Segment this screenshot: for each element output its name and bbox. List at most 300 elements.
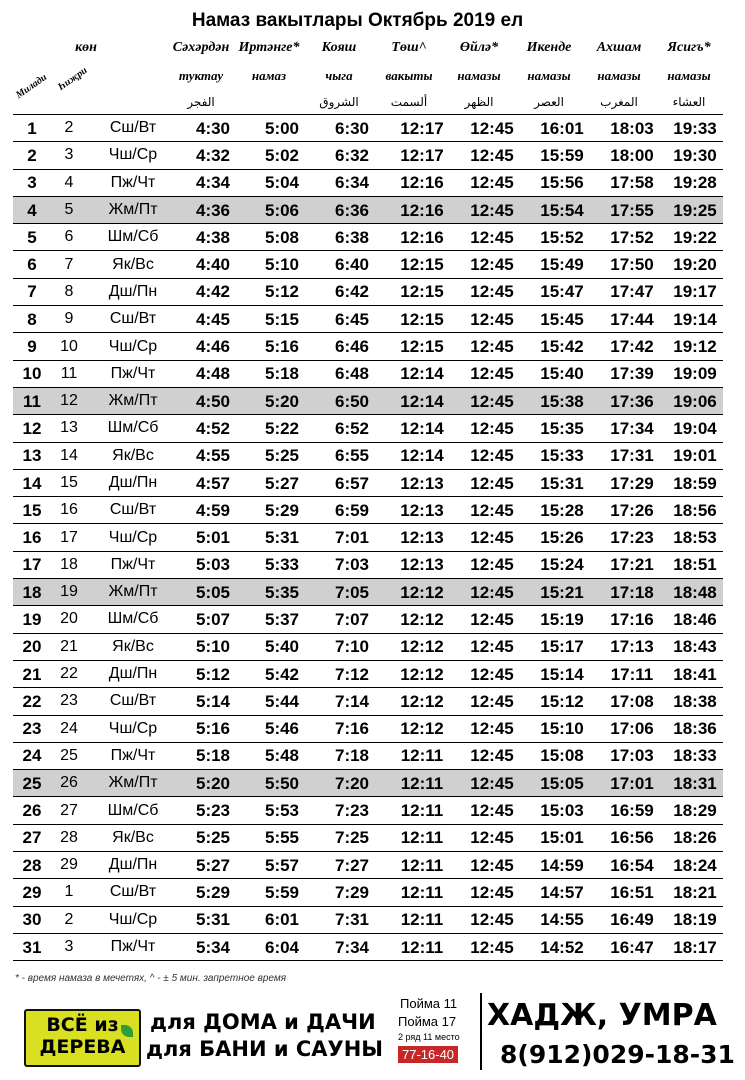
table-cell: 15:52	[527, 224, 597, 251]
table-cell: 7:03	[317, 551, 387, 578]
table-cell: 19:01	[667, 442, 723, 469]
ad-phone-2: 8(912)029-18-31	[500, 1040, 735, 1069]
table-cell: 12:45	[457, 169, 527, 196]
table-cell: 21	[13, 660, 51, 687]
table-cell: 7:01	[317, 524, 387, 551]
table-cell: Пж/Чт	[87, 933, 179, 960]
table-cell: 17:50	[597, 251, 667, 278]
table-cell: 12:11	[387, 770, 457, 797]
table-cell: 5:12	[247, 278, 317, 305]
table-cell: Жм/Пт	[87, 387, 179, 414]
table-cell: 19:06	[667, 387, 723, 414]
table-cell: 18:41	[667, 660, 723, 687]
table-cell: 18:26	[667, 824, 723, 851]
table-cell: 12:45	[457, 688, 527, 715]
table-cell: 7:29	[317, 879, 387, 906]
table-cell: 12:45	[457, 387, 527, 414]
table-row	[13, 196, 723, 223]
table-cell: 15:31	[527, 469, 597, 496]
table-cell: 18:21	[667, 879, 723, 906]
table-cell: 5:16	[179, 715, 247, 742]
table-cell: 18:00	[597, 142, 667, 169]
table-cell: 17:58	[597, 169, 667, 196]
table-cell: 12:45	[457, 142, 527, 169]
footnote: * - время намаза в мечетях, ^ - ± 5 мин. запретное время	[15, 973, 287, 984]
table-cell: 18:36	[667, 715, 723, 742]
table-cell: 12:45	[457, 633, 527, 660]
table-cell: 18:56	[667, 497, 723, 524]
table-cell: 16:54	[597, 852, 667, 879]
table-cell: 19:30	[667, 142, 723, 169]
logo-line1: ВСЁ из	[46, 1014, 119, 1036]
table-cell: 12:13	[387, 469, 457, 496]
table-cell: 11	[13, 387, 51, 414]
table-cell: 4:55	[179, 442, 247, 469]
table-cell: 23	[51, 688, 87, 715]
table-cell: 19:14	[667, 306, 723, 333]
table-cell: 18:24	[667, 852, 723, 879]
table-cell: 30	[13, 906, 51, 933]
table-cell: 12:11	[387, 824, 457, 851]
header-miladi: Милади	[14, 71, 50, 102]
table-cell: Чш/Ср	[87, 906, 179, 933]
ad-divider	[480, 993, 482, 1070]
table-cell: 18:33	[667, 742, 723, 769]
table-cell: 4:30	[179, 115, 247, 142]
table-cell: 4	[51, 169, 87, 196]
table-cell: 20	[13, 633, 51, 660]
column-header-arabic: المغرب	[600, 95, 638, 109]
ad-hajj-title: ХАДЖ, УМРА	[487, 998, 717, 1033]
table-cell: 12:12	[387, 688, 457, 715]
table-cell: 15:33	[527, 442, 597, 469]
table-cell: 6:04	[247, 933, 317, 960]
column-header-arabic: العشاء	[672, 95, 706, 109]
ad-phone-1: 77-16-40	[398, 1046, 458, 1063]
table-cell: 2	[13, 142, 51, 169]
column-header-sub: намаз	[251, 68, 287, 83]
table-cell: 17:18	[597, 579, 667, 606]
table-row	[13, 360, 723, 387]
table-cell: 12:45	[457, 606, 527, 633]
table-row	[13, 933, 723, 960]
table-cell: 12:12	[387, 715, 457, 742]
column-header-title: Кояш	[321, 40, 357, 55]
table-cell: 15:59	[527, 142, 597, 169]
ad-address-3: 2 ряд 11 место	[398, 1032, 460, 1042]
table-cell: 5:40	[247, 633, 317, 660]
table-cell: 26	[13, 797, 51, 824]
ad-slogan-1: для ДОМА и ДАЧИ	[150, 1010, 376, 1034]
table-cell: Шм/Сб	[87, 415, 179, 442]
table-cell: 26	[51, 770, 87, 797]
table-cell: 12:16	[387, 169, 457, 196]
table-cell: 12:45	[457, 497, 527, 524]
table-cell: 28	[51, 824, 87, 851]
table-cell: 6:40	[317, 251, 387, 278]
column-header-sub: намазы	[527, 68, 571, 83]
table-cell: 5:14	[179, 688, 247, 715]
table-cell: 7	[13, 278, 51, 305]
table-row	[13, 770, 723, 797]
table-cell: 7:14	[317, 688, 387, 715]
table-row	[13, 824, 723, 851]
table-cell: 25	[51, 742, 87, 769]
table-cell: 16:47	[597, 933, 667, 960]
table-cell: 14	[51, 442, 87, 469]
table-cell: 5:48	[247, 742, 317, 769]
table-cell: 17:36	[597, 387, 667, 414]
table-cell: 5:25	[179, 824, 247, 851]
table-cell: 5:08	[247, 224, 317, 251]
table-cell: 19:25	[667, 196, 723, 223]
table-cell: 19:17	[667, 278, 723, 305]
table-cell: 12:45	[457, 442, 527, 469]
table-cell: 15:14	[527, 660, 597, 687]
table-cell: 12:45	[457, 196, 527, 223]
table-cell: 15:35	[527, 415, 597, 442]
table-cell: 15:45	[527, 306, 597, 333]
table-cell: 12:45	[457, 278, 527, 305]
table-cell: 16:01	[527, 115, 597, 142]
table-cell: 4:32	[179, 142, 247, 169]
table-cell: 12:11	[387, 933, 457, 960]
table-cell: 7:23	[317, 797, 387, 824]
table-cell: Шм/Сб	[87, 797, 179, 824]
table-cell: 12:45	[457, 224, 527, 251]
table-cell: Чш/Ср	[87, 715, 179, 742]
table-cell: 7:05	[317, 579, 387, 606]
table-row	[13, 524, 723, 551]
table-cell: 6:36	[317, 196, 387, 223]
prayer-times-table	[13, 114, 723, 961]
table-cell: 6:38	[317, 224, 387, 251]
table-cell: 15:05	[527, 770, 597, 797]
table-cell: 18:29	[667, 797, 723, 824]
table-cell: Жм/Пт	[87, 579, 179, 606]
table-cell: Шм/Сб	[87, 606, 179, 633]
table-cell: 12:12	[387, 579, 457, 606]
table-cell: 4:42	[179, 278, 247, 305]
table-cell: 5:03	[179, 551, 247, 578]
table-cell: 17:52	[597, 224, 667, 251]
table-cell: 12:45	[457, 251, 527, 278]
table-cell: 5:16	[247, 333, 317, 360]
table-cell: 15:54	[527, 196, 597, 223]
table-cell: 5:06	[247, 196, 317, 223]
table-cell: 5:10	[247, 251, 317, 278]
table-cell: 15:10	[527, 715, 597, 742]
table-cell: 15:03	[527, 797, 597, 824]
table-cell: 20	[51, 606, 87, 633]
table-cell: 5:00	[247, 115, 317, 142]
table-cell: 12:45	[457, 715, 527, 742]
table-row	[13, 879, 723, 906]
table-cell: 14:52	[527, 933, 597, 960]
table-cell: 16:49	[597, 906, 667, 933]
table-cell: 19:12	[667, 333, 723, 360]
table-row	[13, 469, 723, 496]
table-cell: Сш/Вт	[87, 497, 179, 524]
table-cell: 12	[51, 387, 87, 414]
table-cell: 16:51	[597, 879, 667, 906]
ad-logo	[24, 1009, 141, 1067]
table-cell: 12:11	[387, 879, 457, 906]
table-cell: 12:45	[457, 115, 527, 142]
column-header-title: Сәхәрдән	[172, 40, 230, 55]
table-cell: Жм/Пт	[87, 770, 179, 797]
table-cell: 12:45	[457, 852, 527, 879]
table-row	[13, 278, 723, 305]
table-row	[13, 688, 723, 715]
column-header-sub: вакыты	[385, 68, 433, 83]
table-cell: 15:17	[527, 633, 597, 660]
table-row	[13, 797, 723, 824]
table-cell: 18	[51, 551, 87, 578]
table-cell: 27	[13, 824, 51, 851]
table-cell: 15:56	[527, 169, 597, 196]
table-cell: 5:34	[179, 933, 247, 960]
table-cell: 17:44	[597, 306, 667, 333]
table-cell: 12:12	[387, 606, 457, 633]
table-cell: 17:03	[597, 742, 667, 769]
column-header-arabic: الشروق	[319, 95, 359, 109]
table-cell: 2	[51, 906, 87, 933]
table-cell: 16	[51, 497, 87, 524]
ad-address-2: Пойма 17	[398, 1014, 457, 1029]
table-cell: 5:02	[247, 142, 317, 169]
table-cell: 6:48	[317, 360, 387, 387]
table-cell: 14	[13, 469, 51, 496]
table-cell: 4:57	[179, 469, 247, 496]
column-header-title: Ахшам	[596, 40, 642, 55]
table-cell: Пж/Чт	[87, 360, 179, 387]
table-cell: 18:43	[667, 633, 723, 660]
table-cell: 15:08	[527, 742, 597, 769]
table-cell: 17	[51, 524, 87, 551]
column-header-sub: чыга	[325, 68, 353, 83]
table-cell: 9	[13, 333, 51, 360]
table-cell: 6:46	[317, 333, 387, 360]
table-cell: 18:53	[667, 524, 723, 551]
table-cell: 5:27	[179, 852, 247, 879]
table-cell: 17:23	[597, 524, 667, 551]
table-cell: 7:27	[317, 852, 387, 879]
table-cell: 5:35	[247, 579, 317, 606]
table-cell: 12:45	[457, 660, 527, 687]
table-cell: 5:04	[247, 169, 317, 196]
table-cell: 15:40	[527, 360, 597, 387]
table-cell: 17:06	[597, 715, 667, 742]
table-cell: 27	[51, 797, 87, 824]
table-cell: 5:07	[179, 606, 247, 633]
table-cell: 12:45	[457, 551, 527, 578]
table-cell: 18:31	[667, 770, 723, 797]
table-cell: 5	[13, 224, 51, 251]
table-cell: 9	[51, 306, 87, 333]
table-cell: 17:39	[597, 360, 667, 387]
table-cell: 3	[13, 169, 51, 196]
table-row	[13, 633, 723, 660]
table-cell: 17:55	[597, 196, 667, 223]
table-cell: 12:45	[457, 742, 527, 769]
table-cell: 13	[13, 442, 51, 469]
table-cell: 7	[51, 251, 87, 278]
table-cell: 12:11	[387, 906, 457, 933]
table-cell: 16:56	[597, 824, 667, 851]
table-cell: 5:10	[179, 633, 247, 660]
table-cell: 4:50	[179, 387, 247, 414]
table-row	[13, 551, 723, 578]
table-cell: 5:18	[179, 742, 247, 769]
table-cell: 5:50	[247, 770, 317, 797]
table-cell: 31	[13, 933, 51, 960]
table-cell: 18:59	[667, 469, 723, 496]
table-cell: 6:01	[247, 906, 317, 933]
table-cell: 17:01	[597, 770, 667, 797]
table-cell: 18:48	[667, 579, 723, 606]
table-cell: 4:45	[179, 306, 247, 333]
table-cell: 12:14	[387, 415, 457, 442]
table-cell: 12:14	[387, 387, 457, 414]
table-cell: 12:45	[457, 360, 527, 387]
table-cell: 7:34	[317, 933, 387, 960]
table-row	[13, 415, 723, 442]
table-cell: 12:15	[387, 306, 457, 333]
table-cell: 17:16	[597, 606, 667, 633]
table-cell: 7:31	[317, 906, 387, 933]
table-cell: 12:45	[457, 797, 527, 824]
table-cell: Чш/Ср	[87, 524, 179, 551]
header-kon: көн	[75, 40, 97, 55]
table-cell: 5:53	[247, 797, 317, 824]
table-cell: 12:11	[387, 852, 457, 879]
table-cell: 11	[51, 360, 87, 387]
table-cell: Пж/Чт	[87, 169, 179, 196]
table-cell: 12:45	[457, 824, 527, 851]
table-cell: Дш/Пн	[87, 278, 179, 305]
table-cell: 5:46	[247, 715, 317, 742]
table-cell: 17:26	[597, 497, 667, 524]
table-cell: Як/Вс	[87, 633, 179, 660]
table-row	[13, 306, 723, 333]
table-cell: 24	[51, 715, 87, 742]
table-cell: 5:20	[247, 387, 317, 414]
table-cell: 12:13	[387, 524, 457, 551]
header-hijri: Һиҗри	[56, 65, 90, 94]
table-cell: 25	[13, 770, 51, 797]
table-cell: 12:16	[387, 224, 457, 251]
table-cell: 12:17	[387, 142, 457, 169]
table-cell: Чш/Ср	[87, 142, 179, 169]
table-row	[13, 115, 723, 142]
table-cell: 18:51	[667, 551, 723, 578]
table-cell: Сш/Вт	[87, 688, 179, 715]
table-cell: 16:59	[597, 797, 667, 824]
table-cell: 15:38	[527, 387, 597, 414]
table-cell: Жм/Пт	[87, 196, 179, 223]
table-cell: 12:15	[387, 251, 457, 278]
table-row	[13, 251, 723, 278]
table-cell: 6:59	[317, 497, 387, 524]
table-cell: 17:29	[597, 469, 667, 496]
table-cell: 12:45	[457, 879, 527, 906]
table-row	[13, 742, 723, 769]
table-cell: Як/Вс	[87, 251, 179, 278]
table-cell: 5:33	[247, 551, 317, 578]
table-row	[13, 852, 723, 879]
table-cell: 17	[13, 551, 51, 578]
table-cell: 12	[13, 415, 51, 442]
table-cell: 18:17	[667, 933, 723, 960]
table-cell: 4:46	[179, 333, 247, 360]
column-header-arabic: الظهر	[464, 95, 494, 109]
table-cell: 6:55	[317, 442, 387, 469]
table-cell: 12:15	[387, 333, 457, 360]
table-cell: Дш/Пн	[87, 469, 179, 496]
table-cell: 15:49	[527, 251, 597, 278]
table-cell: 7:20	[317, 770, 387, 797]
table-cell: 10	[51, 333, 87, 360]
table-cell: 15:21	[527, 579, 597, 606]
table-cell: 15:01	[527, 824, 597, 851]
table-cell: 21	[51, 633, 87, 660]
table-cell: 12:45	[457, 933, 527, 960]
column-header-arabic: العصر	[534, 95, 564, 109]
ad-slogan-2: для БАНИ и САУНЫ	[146, 1037, 384, 1061]
table-cell: 29	[13, 879, 51, 906]
column-header-sub: намазы	[597, 68, 641, 83]
table-cell: 14:55	[527, 906, 597, 933]
table-cell: 6	[51, 224, 87, 251]
table-cell: 5:55	[247, 824, 317, 851]
table-cell: Дш/Пн	[87, 852, 179, 879]
table-cell: 5:37	[247, 606, 317, 633]
table-row	[13, 606, 723, 633]
table-cell: 4:59	[179, 497, 247, 524]
table-cell: 4:34	[179, 169, 247, 196]
table-cell: 6:45	[317, 306, 387, 333]
column-header-sub: намазы	[667, 68, 711, 83]
table-cell: 5:29	[247, 497, 317, 524]
table-cell: 15:47	[527, 278, 597, 305]
table-cell: 12:13	[387, 551, 457, 578]
table-cell: Як/Вс	[87, 442, 179, 469]
table-cell: 4:48	[179, 360, 247, 387]
table-cell: 12:13	[387, 497, 457, 524]
table-cell: 12:45	[457, 415, 527, 442]
table-cell: Сш/Вт	[87, 879, 179, 906]
table-row	[13, 387, 723, 414]
table-cell: 5:25	[247, 442, 317, 469]
table-row	[13, 224, 723, 251]
table-cell: 12:12	[387, 660, 457, 687]
table-cell: 24	[13, 742, 51, 769]
ad-address-1: Пойма 11	[400, 996, 458, 1011]
table-cell: 18:03	[597, 115, 667, 142]
table-cell: 12:45	[457, 906, 527, 933]
table-cell: 17:13	[597, 633, 667, 660]
table-cell: 12:45	[457, 579, 527, 606]
table-row	[13, 906, 723, 933]
table-cell: 15:42	[527, 333, 597, 360]
table-cell: 22	[51, 660, 87, 687]
column-header-sub: туктау	[178, 68, 224, 83]
table-cell: 19:33	[667, 115, 723, 142]
table-cell: 7:25	[317, 824, 387, 851]
table-cell: 15:24	[527, 551, 597, 578]
table-cell: 17:11	[597, 660, 667, 687]
